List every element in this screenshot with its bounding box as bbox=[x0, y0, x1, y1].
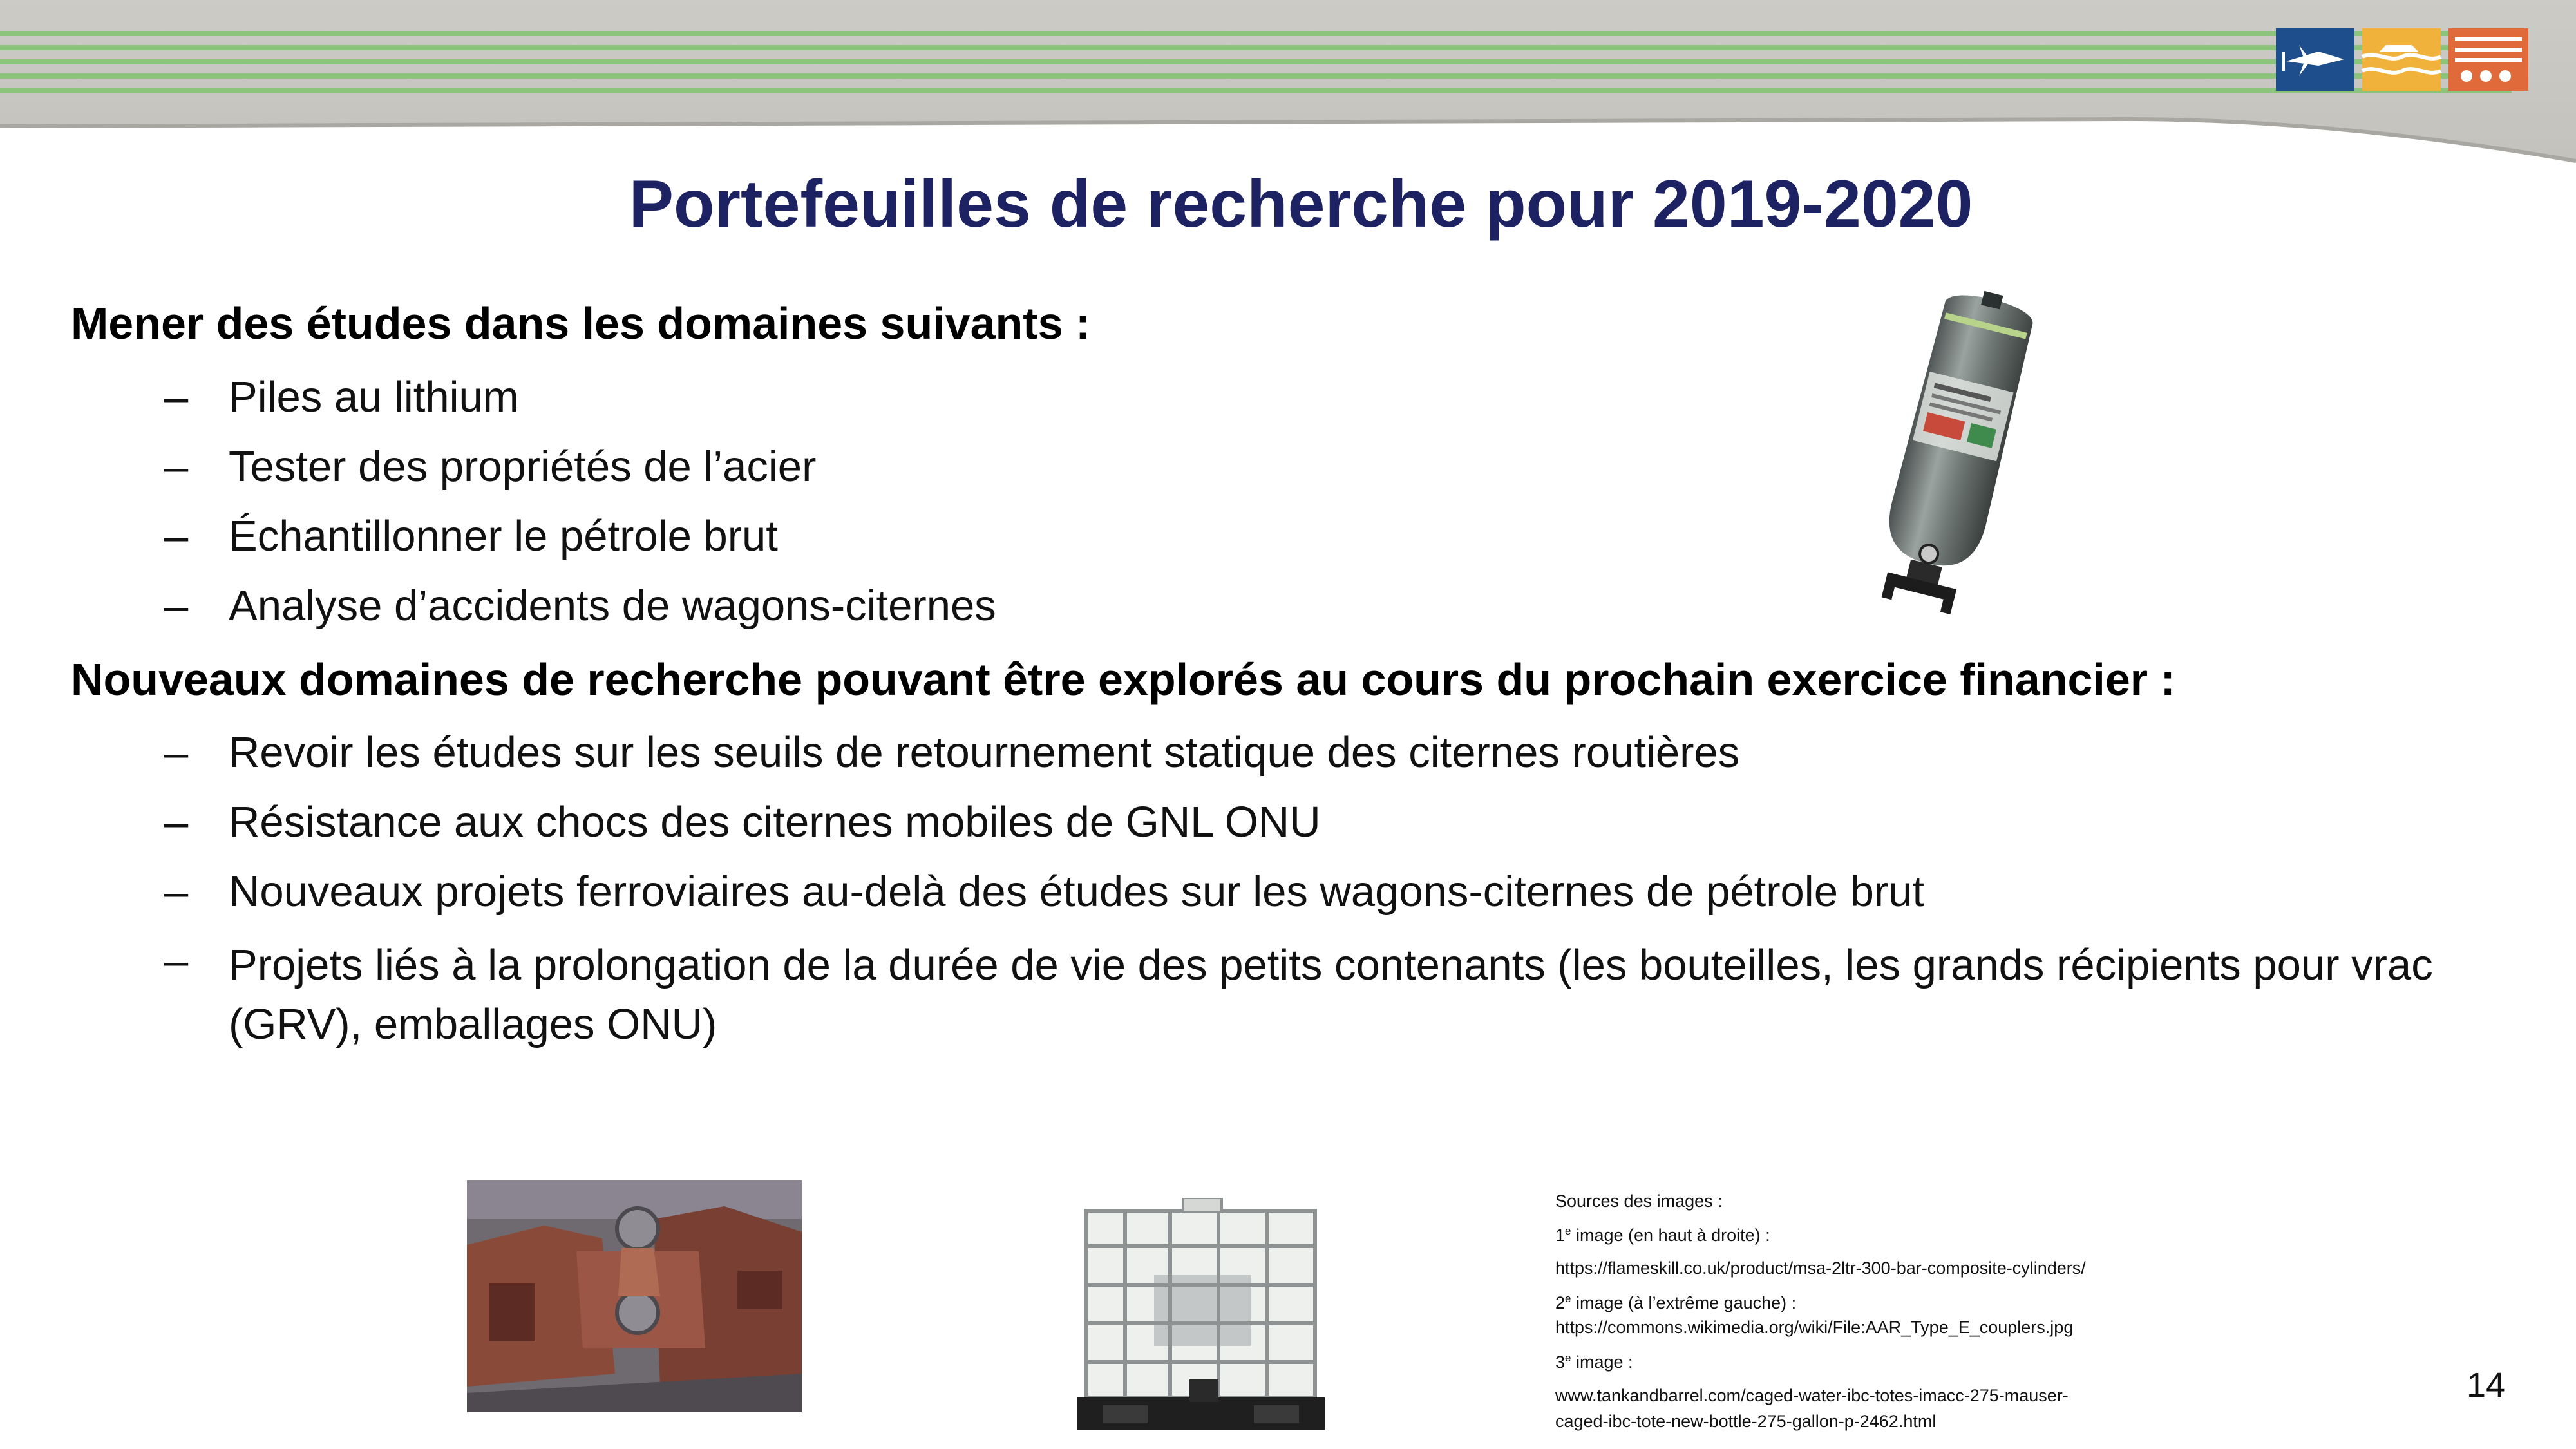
bullet-dash: – bbox=[164, 728, 189, 777]
slide-title: Portefeuilles de recherche pour 2019-2020 bbox=[629, 167, 1973, 242]
bullet-dash: – bbox=[164, 512, 189, 560]
source-3-label: 3e image : bbox=[1555, 1352, 1633, 1372]
rail-coupler-photo bbox=[467, 1180, 802, 1412]
section-heading-new-research: Nouveaux domaines de recherche pouvant être explorés au cours du prochain exercice financier : bbox=[71, 654, 2175, 705]
bullet-dash: – bbox=[164, 582, 189, 630]
bullet-dash: – bbox=[164, 442, 189, 491]
source-3-link[interactable]: www.tankandbarrel.com/caged-water-ibc-totes-imacc-275-mauser- bbox=[1555, 1386, 2069, 1405]
organization-logo bbox=[2273, 26, 2531, 93]
page-number: 14 bbox=[2467, 1366, 2506, 1405]
gas-cylinder-photo bbox=[1848, 283, 2061, 618]
source-2-label: 2e image (à l’extrême gauche) : bbox=[1555, 1293, 1797, 1312]
bullet-dash: – bbox=[164, 373, 189, 421]
bullet-dash: – bbox=[164, 936, 189, 985]
source-1-link[interactable]: https://flameskill.co.uk/product/msa-2ltr-300-bar-composite-cylinders/ bbox=[1555, 1258, 2086, 1278]
source-1-label: 1e image (en haut à droite) : bbox=[1555, 1225, 1770, 1245]
bullet-dash: – bbox=[164, 867, 189, 916]
sources-heading: Sources des images : bbox=[1555, 1191, 1723, 1211]
ibc-tote-photo bbox=[1077, 1198, 1325, 1436]
header-band bbox=[0, 0, 2576, 167]
source-3-link-continued[interactable]: caged-ibc-tote-new-bottle-275-gallon-p-2462.html bbox=[1555, 1412, 1937, 1431]
section-heading-current-studies: Mener des études dans les domaines suivants : bbox=[71, 298, 1091, 348]
bullet-dash: – bbox=[164, 798, 189, 846]
source-2-link[interactable]: https://commons.wikimedia.org/wiki/File:AAR_Type_E_couplers.jpg bbox=[1555, 1318, 2074, 1337]
